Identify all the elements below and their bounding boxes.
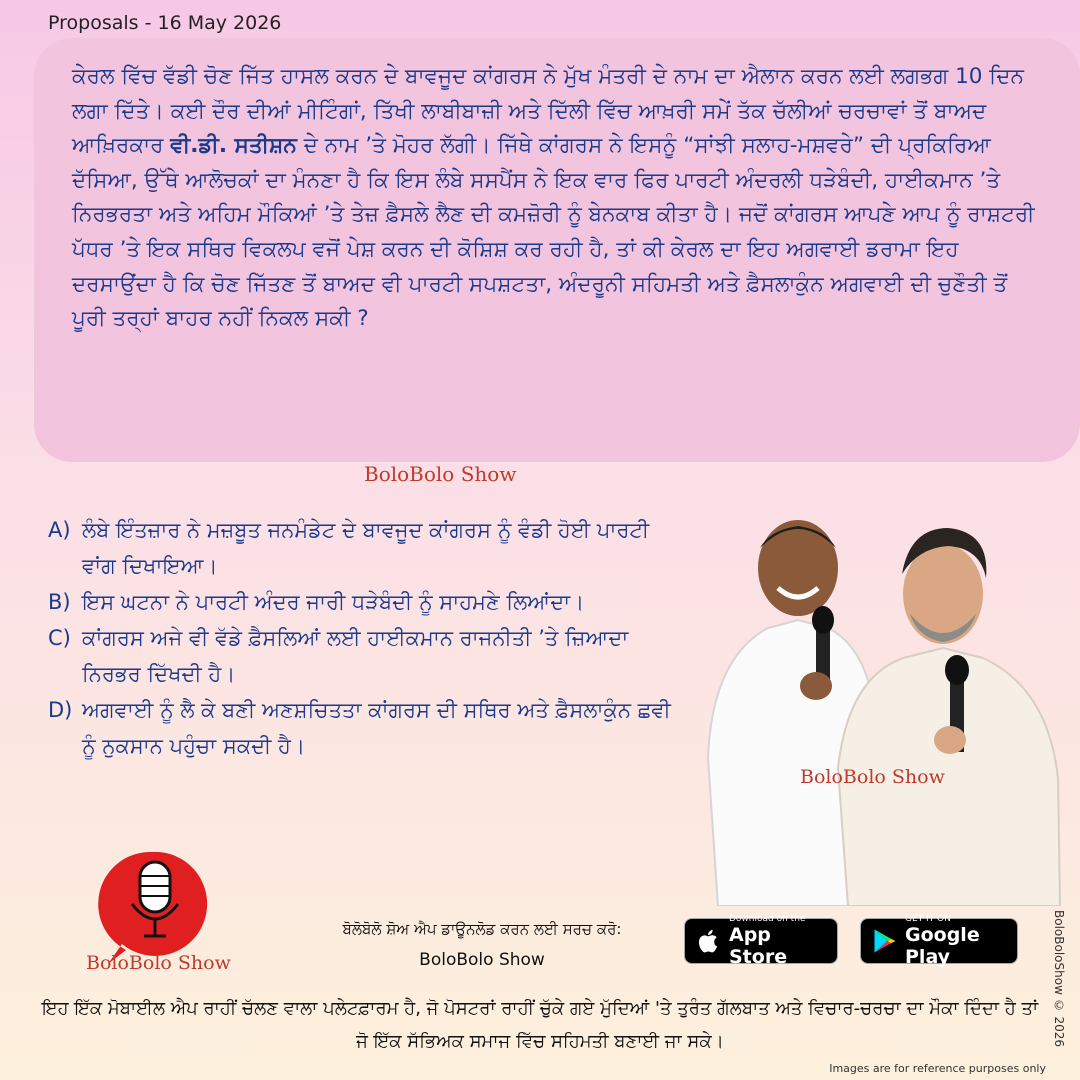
google-play-button[interactable] — [860, 914, 1018, 968]
option-text: ਇਸ ਘਟਨਾ ਨੇ ਪਾਰਟੀ ਅੰਦਰ ਜਾਰੀ ਧੜੇਬੰਦੀ ਨੂੰ ਸਾਹਮਣੇ ਲਿਆਂਦਾ। — [82, 590, 585, 614]
highlighted-name: ਵੀ.ਡੀ. ਸਤੀਸ਼ਨ — [170, 133, 297, 159]
right-speaker-figure — [838, 528, 1060, 906]
option-letter: A) — [48, 518, 71, 542]
brand-watermark: BoloBolo Show — [364, 462, 517, 486]
google-play-label: Google Play — [905, 924, 980, 968]
option-d[interactable] — [48, 692, 688, 764]
options-list — [48, 512, 688, 764]
footer-description: ਇਹ ਇੱਕ ਮੋਬਾਈਲ ਐਪ ਰਾਹੀਂ ਚੱਲਣ ਵਾਲਾ ਪਲੇਟਫ਼ਾਰਮ ਹੈ, ਜੋ ਪੋਸਟਰਾਂ ਰਾਹੀਂ ਚੁੱਕੇ ਗਏ ਮੁੱਦਿਆਂ 'ਤੇ ਤੁਰੰਤ ਗੱਲਬਾਤ ਅਤੇ ਵਿਚਾਰ-ਚਰਚਾ ਦਾ ਮੌਕਾ ਦਿੰਦਾ ਹੈ ਤਾਂ ਜੋ ਇੱਕ ਸੱਭਿਅਕ ਸਮਾਜ ਵਿੱਚ ਸਹਿਮਤੀ ਬਣਾਈ ਜਾ ਸਕੇ। — [41, 998, 1039, 1052]
question-text — [72, 60, 1040, 337]
google-play-small-label: GET IT ON — [905, 914, 951, 924]
app-download-prompt: ਬੋਲੋਬੋਲੋ ਸ਼ੋਅ ਐਪ ਡਾਊਨਲੋਡ ਕਰਨ ਲਈ ਸਰਚ ਕਰੋ: — [342, 920, 622, 938]
option-text: ਅਗਵਾਈ ਨੂੰ ਲੈ ਕੇ ਬਣੀ ਅਣਸ਼ਚਿਤਤਾ ਕਾਂਗਰਸ ਦੀ ਸਥਿਰ ਅਤੇ ਫ਼ੈਸਲਾਕੁੰਨ ਛਵੀ ਨੂੰ ਨੁਕਸਾਨ ਪਹੁੰਚਾ ਸਕਦੀ ਹੈ। — [82, 698, 671, 758]
question-text-part2: ਦੇ ਨਾਮ ’ਤੇ ਮੋਹਰ ਲੱਗੀ। ਜਿੱਥੇ ਕਾਂਗਰਸ ਨੇ ਇਸਨੂੰ “ਸਾਂਝੀ ਸਲਾਹ-ਮਸ਼ਵਰੇ” ਦੀ ਪ੍ਰਕਿਰਿਆ ਦੱਸਿਆ, ਉੱਥੇ ਆਲੋਚਕਾਂ ਦਾ ਮੰਨਣਾ ਹੈ ਕਿ ਇਸ ਲੰਬੇ ਸਸਪੈਂਸ ਨੇ ਇਕ ਵਾਰ ਫਿਰ ਪਾਰਟੀ ਅੰਦਰਲੀ ਧੜੇਬੰਦੀ, ਹਾਈਕਮਾਨ ’ਤੇ ਨਿਰਭਰਤਾ ਅਤੇ ਅਹਿਮ ਮੌਕਿਆਂ ’ਤੇ ਤੇਜ਼ ਫ਼ੈਸਲੇ ਲੈਣ ਦੀ ਕਮਜ਼ੋਰੀ ਨੂੰ ਬੇਨਕਾਬ ਕੀਤਾ ਹੈ। ਜਦੋਂ ਕਾਂਗਰਸ ਆਪਣੇ ਆਪ ਨੂੰ ਰਾਸ਼ਟਰੀ ਪੱਧਰ ’ਤੇ ਇਕ ਸਥਿਰ ਵਿਕਲਪ ਵਜੋਂ ਪੇਸ਼ ਕਰਨ ਦੀ ਕੋਸ਼ਿਸ਼ ਕਰ ਰਹੀ ਹੈ, ਤਾਂ ਕੀ ਕੇਰਲ ਦਾ ਇਹ ਅਗਵਾਈ ਡਰਾਮਾ ਇਹ ਦਰਸਾਉਂਦਾ ਹੈ ਕਿ ਚੋਣ ਜਿੱਤਣ ਤੋਂ ਬਾਅਦ ਵੀ ਪਾਰਟੀ ਸਪਸ਼ਟਤਾ, ਅੰਦਰੂਨੀ ਸਹਿਮਤੀ ਅਤੇ ਫ਼ੈਸਲਾਕੁੰਨ ਅਗਵਾਈ ਦੀ ਚੁਣੌਤੀ ਤੋਂ ਪੂਰੀ ਤਰ੍ਹਾਂ ਬਾਹਰ ਨਹੀਂ ਨਿਕਲ ਸਕੀ ? — [72, 133, 1035, 332]
option-text: ਲੰਬੇ ਇੰਤਜ਼ਾਰ ਨੇ ਮਜ਼ਬੂਤ ਜਨਮੰਡੇਟ ਦੇ ਬਾਵਜੂਦ ਕਾਂਗਰਸ ਨੂੰ ਵੰਡੀ ਹੋਈ ਪਾਰਟੀ ਵਾਂਗ ਦਿਖਾਇਆ। — [82, 518, 650, 578]
option-text: ਕਾਂਗਰਸ ਅਜੇ ਵੀ ਵੱਡੇ ਫ਼ੈਸਲਿਆਂ ਲਈ ਹਾਈਕਮਾਨ ਰਾਜਨੀਤੀ ’ਤੇ ਜ਼ਿਆਦਾ ਨਿਰਭਰ ਦਿੱਖਦੀ ਹੈ। — [82, 626, 629, 686]
google-play-icon — [871, 927, 899, 955]
option-b[interactable] — [48, 584, 688, 620]
logo-brand-name: BoloBolo Show — [86, 952, 231, 974]
copyright-credit: BoloBoloShow © 2026 — [1052, 910, 1066, 1048]
option-c[interactable] — [48, 620, 688, 692]
page-title: Proposals - 16 May 2026 — [48, 12, 282, 34]
option-a[interactable] — [48, 512, 688, 584]
option-letter: D) — [48, 698, 73, 722]
app-name: BoloBolo Show — [419, 950, 545, 970]
image-disclaimer: Images are for reference purposes only — [829, 1062, 1046, 1075]
app-store-label: App Store — [729, 924, 788, 968]
two-speakers-illustration — [698, 508, 1066, 906]
illustration-watermark: BoloBolo Show — [800, 766, 945, 788]
option-letter: C) — [48, 626, 71, 650]
apple-icon — [695, 927, 723, 955]
option-letter: B) — [48, 590, 71, 614]
question-text-part1: ਕੇਰਲ ਵਿੱਚ ਵੱਡੀ ਚੋਣ ਜਿੱਤ ਹਾਸਲ ਕਰਨ ਦੇ ਬਾਵਜੂਦ ਕਾਂਗਰਸ ਨੇ ਮੁੱਖ ਮੰਤਰੀ ਦੇ ਨਾਮ ਦਾ ਐਲਾਨ ਕਰਨ ਲਈ ਲਗਭਗ 10 ਦਿਨ ਲਗਾ ਦਿੱਤੇ। ਕਈ ਦੌਰ ਦੀਆਂ ਮੀਟਿੰਗਾਂ, ਤਿੱਖੀ ਲਾਬੀਬਾਜ਼ੀ ਅਤੇ ਦਿੱਲੀ ਵਿੱਚ ਆਖ਼ਰੀ ਸਮੇਂ ਤੱਕ ਚੱਲੀਆਂ ਚਰਚਾਵਾਂ ਤੋਂ ਬਾਅਦ ਆਖ਼ਿਰਕਾਰ — [72, 64, 1024, 159]
app-store-button[interactable] — [684, 914, 838, 968]
app-store-small-label: Download on the — [729, 914, 806, 924]
question-box — [34, 38, 1080, 462]
